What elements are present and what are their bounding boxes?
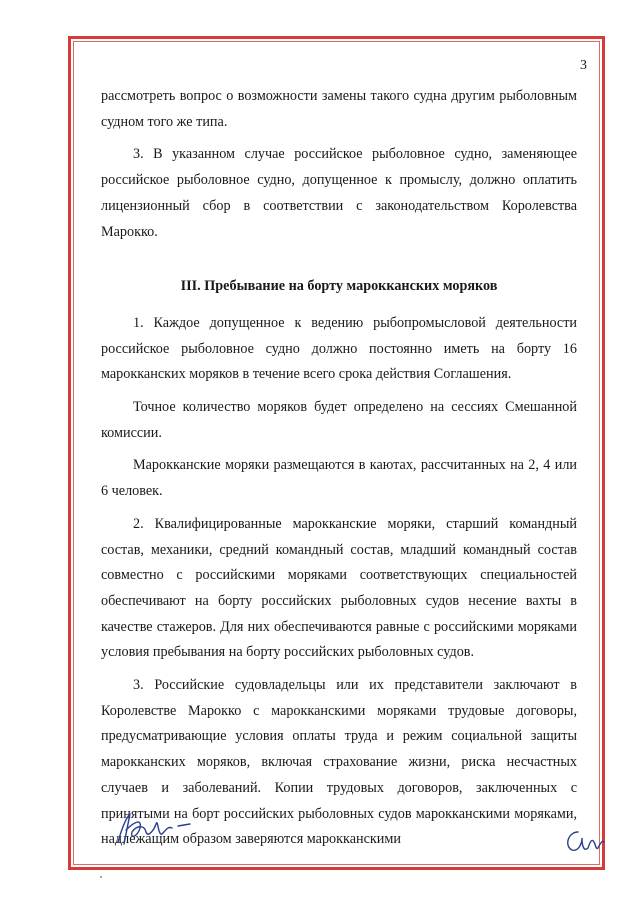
section-paragraph-5: 3. Российские судовладельцы или их представители заключают в Королевстве Марокко с марокканскими моряками трудовые договоры, предусматривающие условия оплаты труда и режим социальной защиты марокканских моряков, включая страхование жизни, риска несчастных случаев и заболеваний. Копии трудовых договоров, заключенных с принятыми на борт российских рыболовных судов марокканскими моряками, надлежащим образом заверяются марокканскими — [101, 677, 577, 848]
section-paragraph-1: 1. Каждое допущенное к ведению рыбопромысловой деятельности российское рыболовное судно должно постоянно иметь на борту 16 марокканских моряков в течение всего срока действия Соглашения. — [101, 314, 577, 383]
paragraph-item-3: 3. В указанном случае российское рыболовное судно, заменяющее российское рыболовное судно, допущенное к промыслу, должно оплатить лицензионный сбор в соответствии с законодательством Королевства Марокко. — [101, 146, 577, 240]
section-heading: III. Пребывание на борту марокканских моряков — [180, 278, 498, 295]
section-paragraph-2: Точное количество моряков будет определено на сессиях Смешанной комиссии. — [101, 399, 577, 441]
section-paragraph-4: 2. Квалифицированные марокканские моряки, старший командный состав, механики, средний командный состав, младший командный состав совместно с российскими моряками соответствующих специальностей обеспечивают на борту российских рыболовных судов несение вахты в качестве стажеров. Для них обеспечиваются равные с российскими моряками условия пребывания на борту российских рыболовных судов. — [101, 515, 577, 661]
signature-left — [112, 808, 202, 850]
page-number: 3 — [580, 58, 587, 73]
section-paragraph-3: Марокканские моряки размещаются в каютах, рассчитанных на 2, 4 или 6 человек. — [101, 457, 577, 500]
scan-speck — [100, 876, 102, 878]
document-body — [101, 84, 577, 853]
paragraph-continuation: рассмотреть вопрос о возможности замены такого судна другим рыболовным судном того же типа. — [101, 88, 577, 130]
signature-right — [560, 824, 606, 858]
